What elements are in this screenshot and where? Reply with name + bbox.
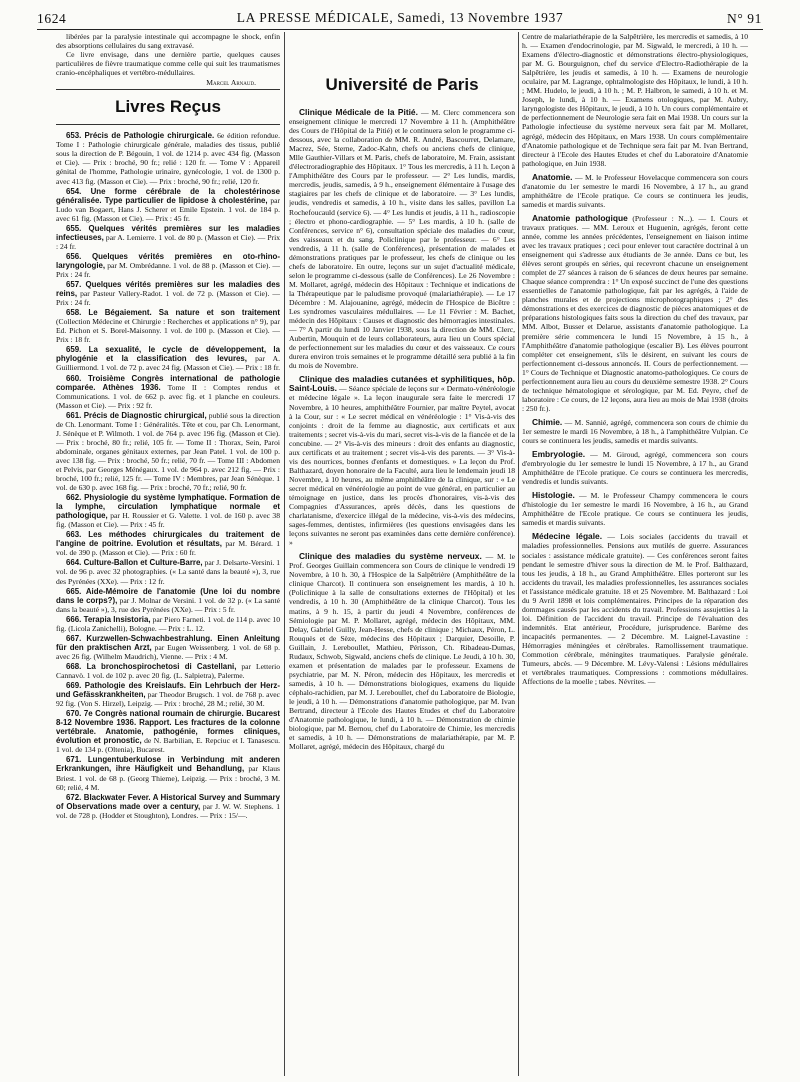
review-paragraph: libérées par la paralysie intestinale qui accompagne le shock, enfin des absorptions cellulaires du sang extravasé.: [56, 32, 280, 51]
announcement: [522, 418, 748, 445]
book-details: publié sous la direction de Ch. Lenormant. Tome I : Généralités. Tête et cou, par Ch. Lenormant, J. Sénèque et P. Wilmoth. 1 vol. de 764 p. avec 196 fig. (Masson et Cie). — Prix : broché, 80 fr.; relié, 105 fr. — Tome II : Thorax, Sein, Paroi abdominale, organes génitaux externes, par Jean Patel. 1 vol. de 100 p. avec 138 fig. — Prix : broché, 50 fr.; relié, 70 fr. — Tome III : Abdomen et Pelvis, par Georges Ménégaux. 1 vol. de 964 p. avec 212 fig. — Prix : broché, 100 fr.; relié, 125 fr. — Tome IV : Membres, par Jean Sénèque. 1 vol. de 630 p. avec 168 fig. — Prix : broché, 70 fr.; relié, 90 fr.: [56, 410, 280, 493]
announcement-text: (Professeur : N...). — I. Cours et travaux pratiques. — MM. Leroux et Huguenin, agrégés, feront cette année, comme les années précédentes, l'enseignement en liaison intime avec les travaux pratiques ; ceci pour enlever tout caractère doctrinal à un enseignement qui s'adresse aux étudiants de 3e année. Dans ce but, les élèves seront groupés en séries, qui recevront chacune un enseignement complet de 27 séances à raison de 6 séances de deux heures par semaine. Chaque séance comprendra : 1° Un exposé succinct de l'une des questions essentielles de l'anatomie pathologique, fait par les agrégés, à l'aide de planches murales et de projections microphotographiques ; 2° des démonstrations et des exercices de diagnostic de pièces anatomiques et de préparations histologiques faits sous la direction du chef des travaux, par MM. Albot, Busser et Delarue, assistants d'anatomie pathologique. La première série commencera le lundi 15 Novembre, à 15 h., à l'Amphithéâtre d'anatomie pathologique (escalier B). Les élèves pourront compléter cet enseignement, s'ils le désirent, en suivant les cours de perfectionnement ci-dessous annoncés. II. Cours de perfectionnement. — 1° Cours de Technique et Diagnostic anatomo-pathologiques. Ce cours de perfectionnement aura lieu au cours du deuxième semestre 1938. 2° Cours de technique hématologique et sérologique, par M. Ed. Peyre, chef de laboratoire : Ce cours, de 12 leçons, aura lieu au mois de Mai 1938 (droits : 250 fr.).: [522, 213, 748, 413]
announcement-heading: Clinique des maladies du système nerveux.: [299, 551, 482, 562]
book-details: par H. Roussier et G. Valette. 1 vol. de 160 p. avec 38 fig. (Masson et Cie). — Prix : 45 fr.: [56, 511, 280, 530]
book-details: par Ludo van Bogaert, Hans J. Scherer et Emile Epstein. 1 vol. de 184 p. avec 61 fig. (Masson et Cie). — Prix : 45 fr.: [56, 195, 280, 223]
column-divider: [518, 32, 519, 1076]
book-entry: [56, 681, 280, 708]
book-details: par Eugen Weissenberg. 1 vol. de 68 p. avec 26 fig. (Wilhelm Maudrich), Vienne. — Prix : 4 M.: [56, 642, 280, 661]
book-title: 657. Quelques vérités premières sur les maladies des reins,: [56, 280, 280, 299]
book-entry: [56, 662, 280, 680]
book-title: 663. Les méthodes chirurgicales du traitement de l'angine de poitrine. Evolution et résultats,: [56, 530, 280, 549]
book-title: 668. La bronchospirochetosi di Castellani,: [66, 661, 237, 671]
announcement-heading: Anatomie.: [532, 171, 573, 182]
review-paragraph: Ce livre envisage, dans une dernière partie, quelques causes particulières de fièvre traumatique comme celle qui suit les traumatismes cranio-encéphaliques et vertébro-médullaires.: [56, 50, 280, 78]
book-details: 6e édition refondue. Tome I : Pathologie chirurgicale générale, maladies des tissus, publié sous la direction de P. Bégouin, 1 vol. de 1214 p. avec 434 fig. (Masson et Cie). — Prix : broché, 90 fr.; relié : 120 fr. — Tome V : Appareil génital de l'homme, Pathologie urinaire, gynécologie, 1 vol. de 1300 p. avec 413 fig. (Masson et Cie). — Prix : broché, 90 fr.; relié, 120 fr.: [56, 131, 280, 186]
announcements-list: [522, 32, 748, 686]
announcement: [522, 450, 748, 486]
book-details: par J. Molnar de Versini. 1 vol. de 32 p. (« La santé dans la beauté »), 3, rue des Pyrénées (XXe). — Prix : 5 fr.: [56, 595, 280, 614]
book-details: par Theodor Brugsch. 1 vol. de 768 p. avec 92 fig. (Von S. Hirzel), Leipzig. — Prix : broché, 28 M.; relié, 30 M.: [56, 690, 280, 709]
book-title: 666. Terapia Insistoria,: [66, 614, 151, 624]
column-right: [522, 32, 748, 1076]
announcement: [522, 32, 748, 168]
book-entry: [56, 224, 280, 251]
page-number: 1624: [37, 11, 67, 26]
announcement: [522, 173, 748, 209]
books-received-title: Livres Reçus: [56, 89, 280, 125]
announcement-heading: Histologie.: [532, 490, 575, 501]
book-title: 656. Quelques vérités premières en oto-rhino-laryngologie,: [56, 251, 280, 270]
column-divider: [284, 32, 285, 1076]
book-details: par J. Delsarte-Versini. 1 vol. de 96 p. avec 32 photographies. (« La santé dans la beauté »), 3, rue des Pyrénées (XXe). — Prix : 12 fr.: [56, 558, 280, 586]
announcement-heading: Clinique des maladies cutanées et syphilitiques, hôp. Saint-Louis.: [289, 374, 515, 394]
book-title: 662. Physiologie du système lymphatique. Formation de la lymphe, circulation lymphatique normale et pathologique,: [56, 493, 280, 521]
masthead-title: LA PRESSE MÉDICALE, Samedi, 13 Novembre 1937: [236, 10, 564, 25]
book-title: 661. Précis de Diagnostic chirurgical,: [66, 410, 207, 420]
book-details: par J. W. W. Stephens. 1 vol. de 728 p. (Hodder et Stoughton), Londres. — Prix : 15/—.: [56, 801, 280, 820]
announcement-heading: Anatomie pathologique: [532, 212, 628, 223]
announcement-heading: Clinique Médicale de la Pitié.: [299, 107, 418, 117]
book-entry: [56, 755, 280, 791]
issue-number: N° 91: [726, 11, 762, 26]
books-list: [56, 131, 280, 819]
announcements-list: [289, 108, 515, 751]
book-details: par A. Guilliermond. 1 vol. de 72 p. avec 24 fig. (Masson et Cie). — Prix : 18 fr.: [56, 354, 280, 373]
book-details: par Letterio Cannavò. 1 vol. de 102 p. avec 20 fig. (L. Salpietra), Palerme.: [56, 661, 280, 680]
book-details: par M. Ombrédanne. 1 vol. de 88 p. (Masson et Cie). — Prix : 24 fr.: [56, 260, 280, 279]
book-entry: [56, 411, 280, 492]
announcement-text: — Séance spéciale de leçons sur « Dermato-vénéréologie et médecine légale ». La leçon inaugurale sera faite le mercredi 17 Novembre, à 10 heures, amphithéâtre Fournier, par maître Peytel, avocat à la Cour, sur : « Le secret médical en vénéréologie : 1° Vis-à-vis des conjoints : droit de la femme au diagnostic, aux certificats et aux traitements ; secret vis-à-vis du mari, secret vis-à-vis de la fiancée et de la concubine. — 2° Vis-à-vis des mineurs : droit des enfants au diagnostic, aux certificats et au traitement ; secret vis-à-vis des parents. — 3° Vis-à-vis des nourrices, bonnes d'enfants et domestiques. » La leçon du Prof. Balthazard, doyen honoraire de la Faculté, aura lieu le lendemain jeudi 18 Novembre, à 10 heures, au même amphithéâtre de la clinique, sur : « Le secret médical en vénéréologie au point de vue général, en particulier au témoignage en justice, dans les procès d'honoraires, vis-à-vis des Compagnies d'Assurances, après décès, dans les questions de charlatanisme, d'exercice illégal de la médecine, vis-à-vis des médecins, sages-femmes, dentistes, infirmières (les questions envisagées dans les leçons suivantes ne seront pas examinées dans cette dernière conférence). »: [289, 384, 515, 548]
announcement-heading: Chimie.: [532, 416, 563, 427]
column-middle: [289, 32, 515, 1076]
book-entry: [56, 615, 280, 633]
announcement-text: — M. le Professeur Hovelacque commencera son cours d'anatomie du 1er semestre le mardi 16 Novembre, à 17 h., au grand amphithéâtre de l'Ecole pratique. Ce cours se continuera les jeudis, samedis et mardis suivants.: [522, 172, 748, 209]
book-entry: [56, 493, 280, 529]
book-entry: [56, 374, 280, 410]
announcement: [289, 375, 515, 547]
announcement-heading: Embryologie.: [532, 449, 586, 460]
book-details: Tome II : Comptes rendus et Communications. 1 vol. de 662 p. avec fig. et 1 planche en couleurs. (Masson et Cie). — Prix : 92 fr.: [56, 382, 280, 410]
book-entry: [56, 280, 280, 307]
announcement: [522, 532, 748, 686]
announcement-text: — M. le Prof. Georges Guillain commencera son Cours de clinique le vendredi 19 Novembre, à 10 h. 30, à l'Hospice de la Salpêtrière (Amphithéâtre de la clinique Charcot). Il continuera son enseignement les mardis, à 10 h. (Policlinique à la salle de consultations externes de l'Hôpital) et les vendredis, à 10 h. 30 (Amphithéâtre de la clinique Charcot). Tous les matins, à 9 h. 15, à partir du jeudi 4 Novembre, conférences de Sémiologie par M. P. Mollaret, agrégé, médecin des Hôpitaux, MM. Delay, Gabriel Guilly, Jean-Hesse, chefs de clinique ; Michaux, Péron, L. Rouquès et de Sèze, médecins des Hôpitaux ; Darquier, Desoille, P. Guillain, J. Lereboullet, Mathieu, Périsson, Ch. Ribadeau-Dumas, Rudaux, Schwob, Sigwald, anciens chefs de clinique. Le Jeudi, à 10 h. 30, examen et présentation de malades par le professeur. Examens de psychiatrie, par M. N. Péron, médecin des Hôpitaux, les mercredis et samedis, à 10 h. — Démonstrations biologiques, examens du liquide céphalo-rachidien, par M. J. Lereboullet, chef du Laboratoire de Biologie, le jeudi, à 10 h. — Démonstrations d'anatomie pathologique, par M. Ivan Bertrand, directeur à l'Ecole des Hautes Etudes et chef du Laboratoire d'Anatomie pathologique, le lundi, à 10 h. — Démonstration de chimie biologique, par M. Bernou, chef du Laboratoire de Chimie, les mercredis et samedis, à 10 h. — Démonstrations de malariathérapie, par M. P. Mollaret, agrégé, médecin des Hôpitaux, chargé du: [289, 552, 515, 752]
announcement: [522, 491, 748, 527]
book-entry: [56, 131, 280, 185]
announcement-text: — M. Giroud, agrégé, commencera son cours d'embryologie du 1er semestre le lundi 15 Novembre, à 17 h., au Grand Amphithéâtre de l'Ecole pratique. Ce cours se continuera les mercredis, vendredis et lundis suivants.: [522, 450, 748, 487]
announcement: [289, 552, 515, 751]
book-title: 654. Une forme cérébrale de la cholestérinose généralisée. Type particulier de lipidose à cholestérine,: [56, 186, 280, 205]
book-entry: [56, 793, 280, 820]
book-title: 659. La sexualité, le cycle de développement, la phylogénie et la classification des levures,: [56, 345, 280, 364]
book-title: 669. Pathologie des Kreislaufs. Ein Lehrbuch der Herz- und Gefässkrankheiten,: [56, 681, 280, 700]
book-title: 672. Blackwater Fever. A Historical Survey and Summary of Observations made over a century,: [56, 792, 280, 811]
column-left: [56, 32, 280, 1076]
announcement-text: — M. Clerc commencera son enseignement clinique le mercredi 17 Novembre à 11 h. (Amphithéâtre des Cours de l'Hôpital de la Pitié) et le continuera selon le programme ci-dessous, avec la collaboration de MM. R. André, Bascourret, Delamare, Macrez, Sée, Sterne, Zadoc-Kahn, chefs ou anciens chefs de clinique, Mlle Gauthier-Villars et M. Paris, chefs de laboratoire, M. Frain, assistant d'électroradiographie des Hôpitaux. 1° Tous les mercredis, à 11 h. Leçon à l'Amphithéâtre des Cours par le professeur. — 2° Les lundis, mardis, mercredis, jeudis, samedis, à 9 h., enseignement élémentaire à l'usage des stagiaires par les chefs de clinique et de laboratoire. — 3° Les lundis, jeudis, vendredis et samedis, à 10 h., visite dans les salles, pavillon La Rochefoucauld (service 6). — 4° Les lundis et jeudis, à 11 h., radioscopie ; électro et phono-cardiographie. — 5° Les mardis, à 10 h. (salle de Conférences, service n° 6), consultation spéciale des maladies du cœur, des vaisseaux et du sang. Policlinique par le professeur. — 6° Les vendredis, à 11 h. (salle de Conférences), présentation de malades et démonstrations pratiques par le professeur, les chefs de clinique ou les chefs de laboratoire. En outre, leçons sur un sujet d'actualité médicale, selon le programme ci-dessous (salle de Conférences). Le 26 Novembre : M. Mollaret, agrégé, médecin des Hôpitaux : Technique et indications de la Thérapeutique par le paludisme provoqué (malariathérapie). — Le 17 Décembre : M. Alajouanine, agrégé, médecin de l'Hospice de Bicêtre : Les syndromes vasculaires médullaires. — Le 11 Février : M. Bachet, médecin des Hôpitaux : Causes et diagnostic des hémorragies intestinales. — 7° A partir du lundi 10 Janvier 1938, sous la direction de MM. Clerc, Aubertin, Mouquin et de leurs collaborateurs, aura lieu un Cours spécial de perfectionnement sur les maladies du cœur et des vaisseaux. Ce cours durera environ trois semaines et le programme détaillé sera publié à la fin du mois de Novembre.: [289, 108, 515, 371]
book-entry: [56, 558, 280, 585]
book-entry: [56, 187, 280, 223]
book-details: par Klaus Briest. 1 vol. de 68 p. (Georg Thieme), Leipzig. — Prix : broché, 3 M. 60; relié, 4 M.: [56, 764, 280, 792]
book-details: par M. Bérard. 1 vol. de 390 p. (Masson et Cie). — Prix : 60 fr.: [56, 539, 280, 558]
book-details: de N. Barbilian, E. Repciuc et I. Tanasescu. 1 vol. de 134 p. (Oltenia), Bucarest.: [56, 736, 280, 755]
book-title: 667. Kurzwellen-Schwachbestrahlung. Einen Anleitung für den praktischen Arzt,: [56, 633, 280, 652]
book-details: par A. Lemierre. 1 vol. de 80 p. (Masson et Cie). — Prix : 24 fr.: [56, 232, 280, 251]
book-entry: [56, 252, 280, 279]
book-title: 655. Quelques vérités premières sur les maladies infectieuses,: [56, 223, 280, 242]
book-entry: [56, 530, 280, 557]
book-entry: [56, 709, 280, 754]
announcement: [522, 214, 748, 413]
announcement-text: — M. Sannié, agrégé, commencera son cours de chimie du 1er semestre le mardi 16 Novembre, à 18 h., à l'amphithéâtre Vulpian. Ce cours se continuera les jeudis, samedis et mardis suivants.: [522, 417, 748, 446]
announcement-heading: Médecine légale.: [532, 531, 603, 542]
book-title: 658. Le Bégaiement. Sa nature et son traitement: [66, 308, 280, 318]
announcement-text: Centre de malariathérapie de la Salpêtrière, les mercredis et samedis, à 10 h. — Examen d'endocrinologie, par M. Sigwald, le mercredi, à 10 h. — Examens d'électro-diagnostic et démonstrations électro-physiologiques, par M. G. Bourguignon, chef du service d'Electro-Radiothérapie de la Salpêtrière, les jeudis et samedis, à 10 h. — Examens de neurologie oculaire, par M. Lagrange, ophtalmologiste des Hôpitaux, le lundi, à 10 h. ; MM. Hudelo, le jeudi, à 10 h. ; M. P. Halbron, le samedi, à 10 h. et M. Joseph, le lundi, à 10 h. — Examens otologiques, par M. Aubry, laryngologiste des Hôpitaux, le jeudi, à 10 h. Un cours complémentaire et de perfectionnement de Neurologie sera fait en Mai 1938. Un cours sur la Pathologie infectieuse du système nerveux sera fait par M. Mollaret, agrégé, médecin des Hôpitaux, en Mars 1938. Un cours complémentaire d'Anatomie pathologique et de Technique sera fait par M. Ivan Bertrand, directeur à l'Ecole des Hautes Etudes et chef du Laboratoire d'Anatomie pathologique, en Juin 1938.: [522, 32, 748, 168]
book-entry: [56, 345, 280, 372]
book-entry: [56, 308, 280, 344]
review-signature: Marcel Arnaud.: [206, 78, 256, 88]
book-title: 660. Troisième Congrès international de pathologie comparée. Athènes 1936.: [56, 373, 280, 392]
book-title: 671. Lungentuberkulose in Verbindung mit anderen Erkrankungen, ihre Häufigkeit und Behandlung,: [56, 755, 280, 774]
book-entry: [56, 587, 280, 614]
university-title: Université de Paris: [325, 75, 479, 94]
book-details: (Collection Médecine et Chirurgie : Recherches et applications n° 9), par Ed. Pichon et S. Borel-Maisonny. 1 vol. de 100 p. (Masson et Cie). — Prix : 18 fr.: [56, 317, 280, 345]
book-title: 653. Précis de Pathologie chirurgicale.: [66, 131, 215, 141]
announcement-text: — M. le Professeur Champy commencera le cours d'histologie du 1er semestre le mardi 16 Novembre, à 16 h., au Grand Amphithéâtre de l'Ecole pratique. Ce cours se continuera les jeudis, samedis et mardis suivants.: [522, 491, 748, 528]
header-rule: [37, 29, 763, 30]
book-details: par Piero Farneti. 1 vol. de 114 p. avec 10 fig. (Licola Zanichelli), Bologne. — Prix : L. 12.: [56, 614, 280, 633]
book-title: 665. Aide-Mémoire de l'anatomie (Une loi du nombre dans le corps?),: [56, 586, 280, 605]
book-title: 670. 7e Congrès national roumain de chirurgie. Bucarest 8-12 Novembre 1936. Rapport. Les fractures de la colonne vertébrale. Anatomie, pathogénie, formes cliniques, évolution et pronostic,: [56, 709, 280, 746]
announcement: [289, 108, 515, 370]
announcement-text: — Lois sociales (accidents du travail et maladies professionnelles. Pensions aux mutilés de guerre. Assurances sociales : assistance médicale gratuite). — Ces conférences seront faites pendant le semestre d'hiver sous la direction de M. le Prof. Balthazard, tous les jeudis, à 18 h., au Grand Amphithéâtre. Elles porteront sur les accidents du travail, les maladies professionnelles, les assurances sociales et l'assistance médicale gratuite. 18 et 25 Novembre. M. Balthazard : Loi du 9 Avril 1898 et lois complémentaires. Principes de la réparation des dommages causés par les accidents du travail. Professions assujetties à la loi. Définition de l'accident du travail. Principe de l'évaluation des indemnités. Etat antérieur, Procédure, jurisprudence. Barème des incapacités permanentes. — 2 Décembre. M. Laignel-Lavastine : Hémorragies méningées et cérébrales. Ramollissement traumatique. Commotion cérébrale, méningites traumatiques. Paralysie générale. Tumeurs, abcès. — 9 Décembre. M. Lévy-Valensi : Lésions médullaires et vertébrales traumatiques. Compressions : commotions médullaires. Affections de la moelle ; tabes. Névrites. —: [522, 532, 748, 687]
book-title: 664. Culture-Ballon et Culture-Barre,: [66, 558, 203, 568]
book-details: par Pasteur Vallery-Radot. 1 vol. de 72 p. (Masson et Cie). — Prix : 24 fr.: [56, 289, 280, 308]
page-header: [0, 0, 800, 30]
book-entry: [56, 634, 280, 661]
